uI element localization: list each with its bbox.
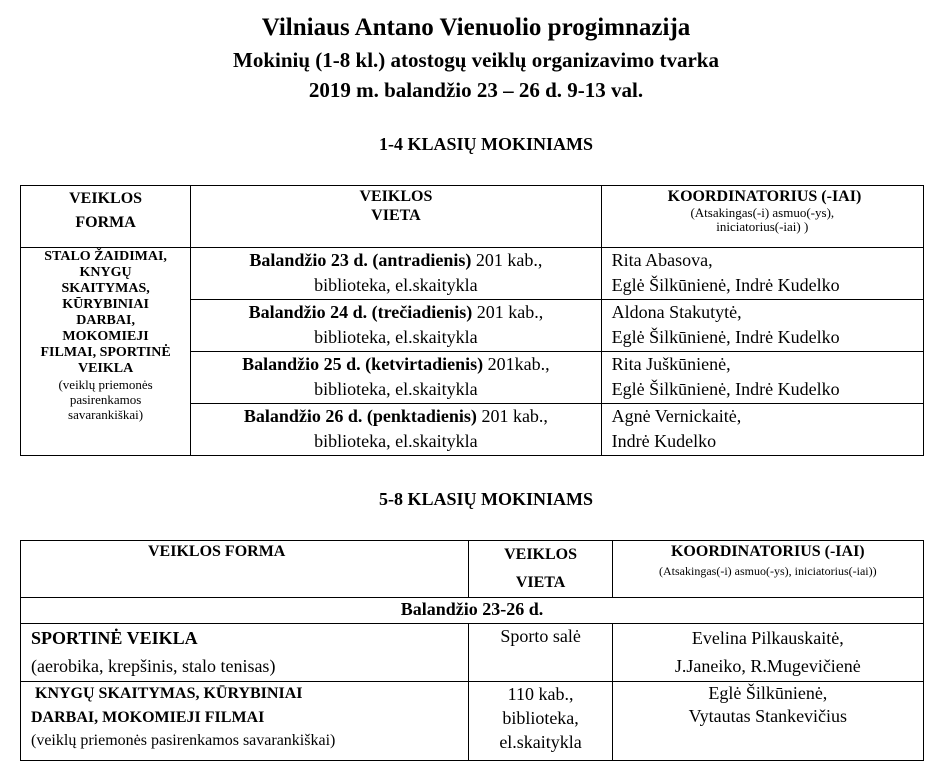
table-header-row — [21, 186, 924, 248]
coordinator-line1: Eglė Šilkūnienė, — [708, 683, 828, 703]
place-cell — [191, 404, 601, 456]
coordinator-line2: Vytautas Stankevičius — [688, 706, 848, 726]
form-note: (veiklų priemonės — [58, 377, 153, 392]
section-title-grades-5-8: 5-8 KLASIŲ MOKINIAMS — [378, 489, 593, 509]
activity-form-cell — [21, 248, 191, 456]
coordinator-line2: Indrė Kudelko — [611, 431, 717, 451]
place-line2: biblioteka, el.skaitykla — [314, 379, 478, 399]
table-row — [21, 248, 924, 300]
date-label: Balandžio 24 d. (trečiadienis) — [248, 302, 473, 322]
activity-name-line2: DARBAI, MOKOMIEJI FILMAI — [31, 709, 265, 726]
place-line2: biblioteka, el.skaitykla — [314, 327, 478, 347]
activity-name: SPORTINĖ VEIKLA — [31, 628, 198, 648]
header-form-line2: FORMA — [75, 214, 136, 231]
header-coord-sub: (Atsakingas(-i) asmuo(-ys), iniciatorius(-iai)) — [659, 564, 877, 578]
place-line1: 110 kab., — [507, 684, 574, 704]
form-line: STALO ŽAIDIMAI, — [44, 249, 167, 264]
coordinator-line2: Eglė Šilkūnienė, Indrė Kudelko — [611, 379, 840, 399]
header-activity-form — [21, 186, 191, 248]
place-line2: biblioteka, — [502, 708, 579, 728]
schedule-table-grades-1-4 — [20, 185, 924, 456]
coordinator-cell — [601, 300, 923, 352]
coordinator-line1: Aldona Stakutytė, — [611, 302, 742, 322]
header-place-line2: VIETA — [371, 207, 421, 224]
header-place-line1: VEIKLOS — [504, 546, 578, 563]
activity-name-line1: KNYGŲ SKAITYMAS, KŪRYBINIAI — [31, 685, 303, 702]
place-cell — [469, 682, 612, 761]
place-cell: Sporto salė — [469, 624, 612, 682]
document-subtitle: Mokinių (1-8 kl.) atostogų veiklų organizavimo tvarka — [233, 48, 719, 72]
date-label: Balandžio 23 d. (antradienis) — [249, 250, 472, 270]
coordinator-line2: J.Janeiko, R.Mugevičienė — [674, 656, 861, 676]
coordinator-line1: Rita Juškūnienė, — [611, 354, 731, 374]
header-coordinator — [612, 541, 923, 598]
form-line: KNYGŲ — [79, 265, 132, 280]
coordinator-cell — [601, 248, 923, 300]
header-activity-place — [191, 186, 601, 248]
coordinator-line1: Evelina Pilkauskaitė, — [691, 628, 844, 648]
form-note: savarankiškai) — [68, 407, 144, 422]
coordinator-line2: Eglė Šilkūnienė, Indrė Kudelko — [611, 327, 840, 347]
document-dates: 2019 m. balandžio 23 – 26 d. 9-13 val. — [308, 78, 644, 102]
coordinator-cell — [601, 352, 923, 404]
place-line1 — [191, 404, 600, 429]
header-activity-form: VEIKLOS FORMA — [21, 541, 469, 598]
coordinator-cell — [601, 404, 923, 456]
place-cell — [191, 248, 601, 300]
header-place-line1: VEIKLOS — [359, 188, 433, 205]
form-note: pasirenkamos — [69, 392, 142, 407]
table-header-row — [21, 541, 924, 598]
activity-details: (aerobika, krepšinis, stalo tenisas) — [31, 656, 276, 676]
date-row — [21, 598, 924, 624]
school-title: Vilniaus Antano Vienuolio progimnazija — [261, 14, 691, 41]
place-line3: el.skaitykla — [499, 732, 582, 752]
form-line: MOKOMIEJI — [62, 329, 149, 344]
place-line2: biblioteka, el.skaitykla — [314, 275, 478, 295]
place-cell — [191, 352, 601, 404]
activity-form-cell — [21, 624, 469, 682]
form-line: VEIKLA — [77, 361, 134, 376]
activity-form-cell — [21, 682, 469, 761]
table-row — [21, 682, 924, 761]
room-label: 201 kab., — [472, 302, 544, 322]
header-coord-title: KOORDINATORIUS (-IAI) — [670, 543, 865, 560]
coordinator-line2: Eglė Šilkūnienė, Indrė Kudelko — [611, 275, 840, 295]
coordinator-cell — [612, 682, 923, 761]
header-coordinator — [601, 186, 923, 248]
section-title-grades-1-4: 1-4 KLASIŲ MOKINIAMS — [378, 134, 593, 154]
header-coord-title: KOORDINATORIUS (-IAI) — [667, 188, 862, 205]
room-label: 201 kab., — [476, 406, 548, 426]
room-label: 201kab., — [483, 354, 550, 374]
coordinator-cell — [612, 624, 923, 682]
header-form-line1: VEIKLOS — [69, 190, 143, 207]
place-line1 — [191, 248, 600, 273]
schedule-table-grades-5-8 — [20, 540, 924, 761]
room-label: 201 kab., — [471, 250, 543, 270]
header-coord-sub1: (Atsakingas(-i) asmuo(-ys), — [690, 205, 835, 220]
date-label: Balandžio 26 d. (penktadienis) — [243, 406, 477, 426]
table-row — [21, 624, 924, 682]
form-line: SKAITYMAS, — [61, 281, 150, 296]
activity-details: (veiklų priemonės pasirenkamos savarankiškai) — [31, 732, 336, 749]
header-activity-place — [469, 541, 612, 598]
coordinator-line1: Rita Abasova, — [611, 250, 713, 270]
date-label: Balandžio 25 d. (ketvirtadienis) — [242, 354, 484, 374]
header-place-line2: VIETA — [515, 574, 566, 591]
date-range-cell: Balandžio 23-26 d. — [21, 598, 924, 624]
form-line: KŪRYBINIAI — [62, 297, 149, 312]
place-cell — [191, 300, 601, 352]
form-line: DARBAI, — [76, 313, 135, 328]
form-line: FILMAI, SPORTINĖ — [40, 345, 171, 360]
place-line1 — [191, 352, 600, 377]
coordinator-line1: Agnė Vernickaitė, — [611, 406, 742, 426]
place-line1 — [191, 300, 600, 325]
place-line2: biblioteka, el.skaitykla — [314, 431, 478, 451]
header-coord-sub2: iniciatorius(-iai) ) — [716, 219, 809, 234]
